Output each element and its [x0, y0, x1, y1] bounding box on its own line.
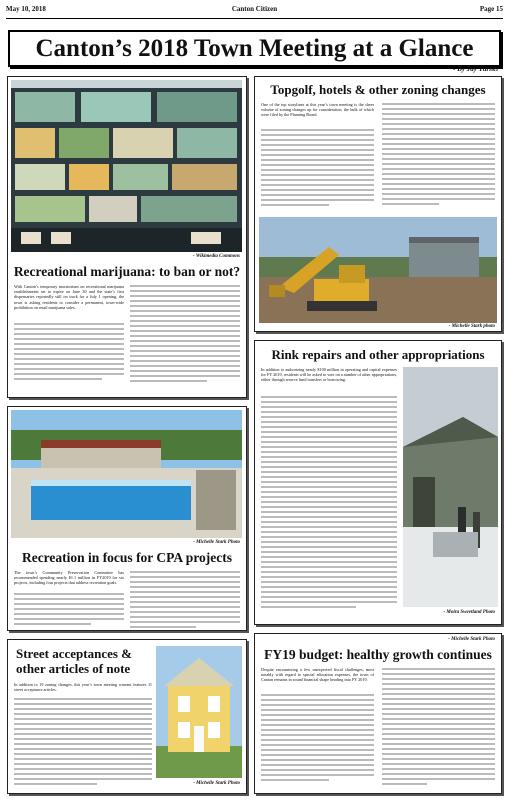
cpa-text-col1 — [14, 593, 124, 628]
rink-section — [254, 340, 502, 625]
issue-date: May 10, 2018 — [6, 5, 46, 13]
rink-building-image — [403, 367, 498, 607]
marijuana-text-col1 — [14, 323, 124, 383]
topgolf-section — [254, 76, 502, 332]
topgolf-photo-credit: - Michelle Stark photo — [448, 324, 495, 329]
byline: - By Jay Turner — [453, 65, 499, 73]
rink-lead: In addition to authorizing nearly $100 million in operating and capital expenses for FY 2019, residents will be asked to vote on a number of other appropriations, either through reserve fund transfers or borrowing. — [261, 367, 397, 383]
budget-text-col2 — [382, 668, 495, 788]
page-number: Page 15 — [479, 5, 503, 13]
street-text-col — [14, 698, 152, 788]
header-rule — [6, 18, 503, 19]
budget-photo-credit: - Michelle Stark Photo — [448, 637, 495, 642]
street-section — [7, 639, 247, 794]
rink-photo — [403, 367, 498, 607]
marijuana-lead: With Canton’s temporary moratorium on recreational marijuana establishments set to expire on June 30 and the state’s first dispensaries reportedly still on track for a July 1 opening, the town is asking residents to consider a permanent, town-wide prohibition on retail marijuana sales. — [14, 284, 124, 310]
marijuana-section — [7, 76, 247, 398]
street-headline-line1: Street acceptances & — [16, 646, 132, 661]
cpa-headline: Recreation in focus for CPA projects — [21, 550, 233, 565]
street-headline-line2: other articles of note — [16, 661, 131, 676]
rink-text-col — [261, 396, 397, 611]
street-headline — [16, 646, 156, 676]
paper-name: Canton Citizen — [231, 5, 278, 13]
marijuana-photo-credit: - Wikimedia Commons — [193, 254, 240, 259]
page-header — [6, 5, 503, 17]
rink-headline: Rink repairs and other appropriations — [271, 347, 485, 362]
yellow-house-image — [156, 646, 242, 778]
budget-section — [254, 633, 502, 794]
topgolf-text-col1 — [261, 129, 374, 209]
topgolf-lead: One of the top storylines at this year’s town meeting is the sheer volume of zoning changes up for consideration, the bulk of which were filed by the Planning Board. — [261, 102, 374, 118]
rink-photo-credit: - Moira Sweetland Photo — [443, 610, 495, 615]
budget-lead: Despite encountering a few unexpected fiscal challenges, most notably with regard to special education expenses, the town of Canton remains in sound financial shape heading into FY 2019. — [261, 667, 374, 683]
pool-image — [11, 410, 242, 538]
marijuana-headline: Recreational marijuana: to ban or not? — [13, 264, 241, 279]
banner — [8, 30, 501, 67]
budget-text-col1 — [261, 694, 374, 784]
cpa-section — [7, 406, 247, 631]
cpa-lead: The town’s Community Preservation Committee has recommended spending nearly $1.1 million in FY2019 for six projects, including four projects that address recreation goals. — [14, 570, 124, 586]
budget-headline: FY19 budget: healthy growth continues — [264, 647, 492, 662]
cpa-text-col2 — [130, 571, 240, 631]
excavator-image — [259, 217, 497, 323]
cpa-photo-credit: - Michelle Stark Photo — [193, 540, 240, 545]
topgolf-headline: Topgolf, hotels & other zoning changes — [270, 82, 486, 97]
street-photo-credit: - Michelle Stark Photo — [193, 781, 240, 786]
house-photo — [156, 646, 242, 778]
marijuana-text-col2 — [130, 285, 240, 385]
construction-photo — [259, 217, 497, 323]
dispensary-shelves-image — [11, 80, 242, 252]
street-lead: In addition to 19 zoning changes, this year’s town meeting warrant features 11 street acceptance articles. — [14, 682, 152, 693]
topgolf-text-col2 — [382, 103, 495, 208]
pool-photo — [11, 410, 242, 538]
dispensary-photo — [11, 80, 242, 252]
banner-title: Canton’s 2018 Town Meeting at a Glance — [35, 35, 474, 62]
